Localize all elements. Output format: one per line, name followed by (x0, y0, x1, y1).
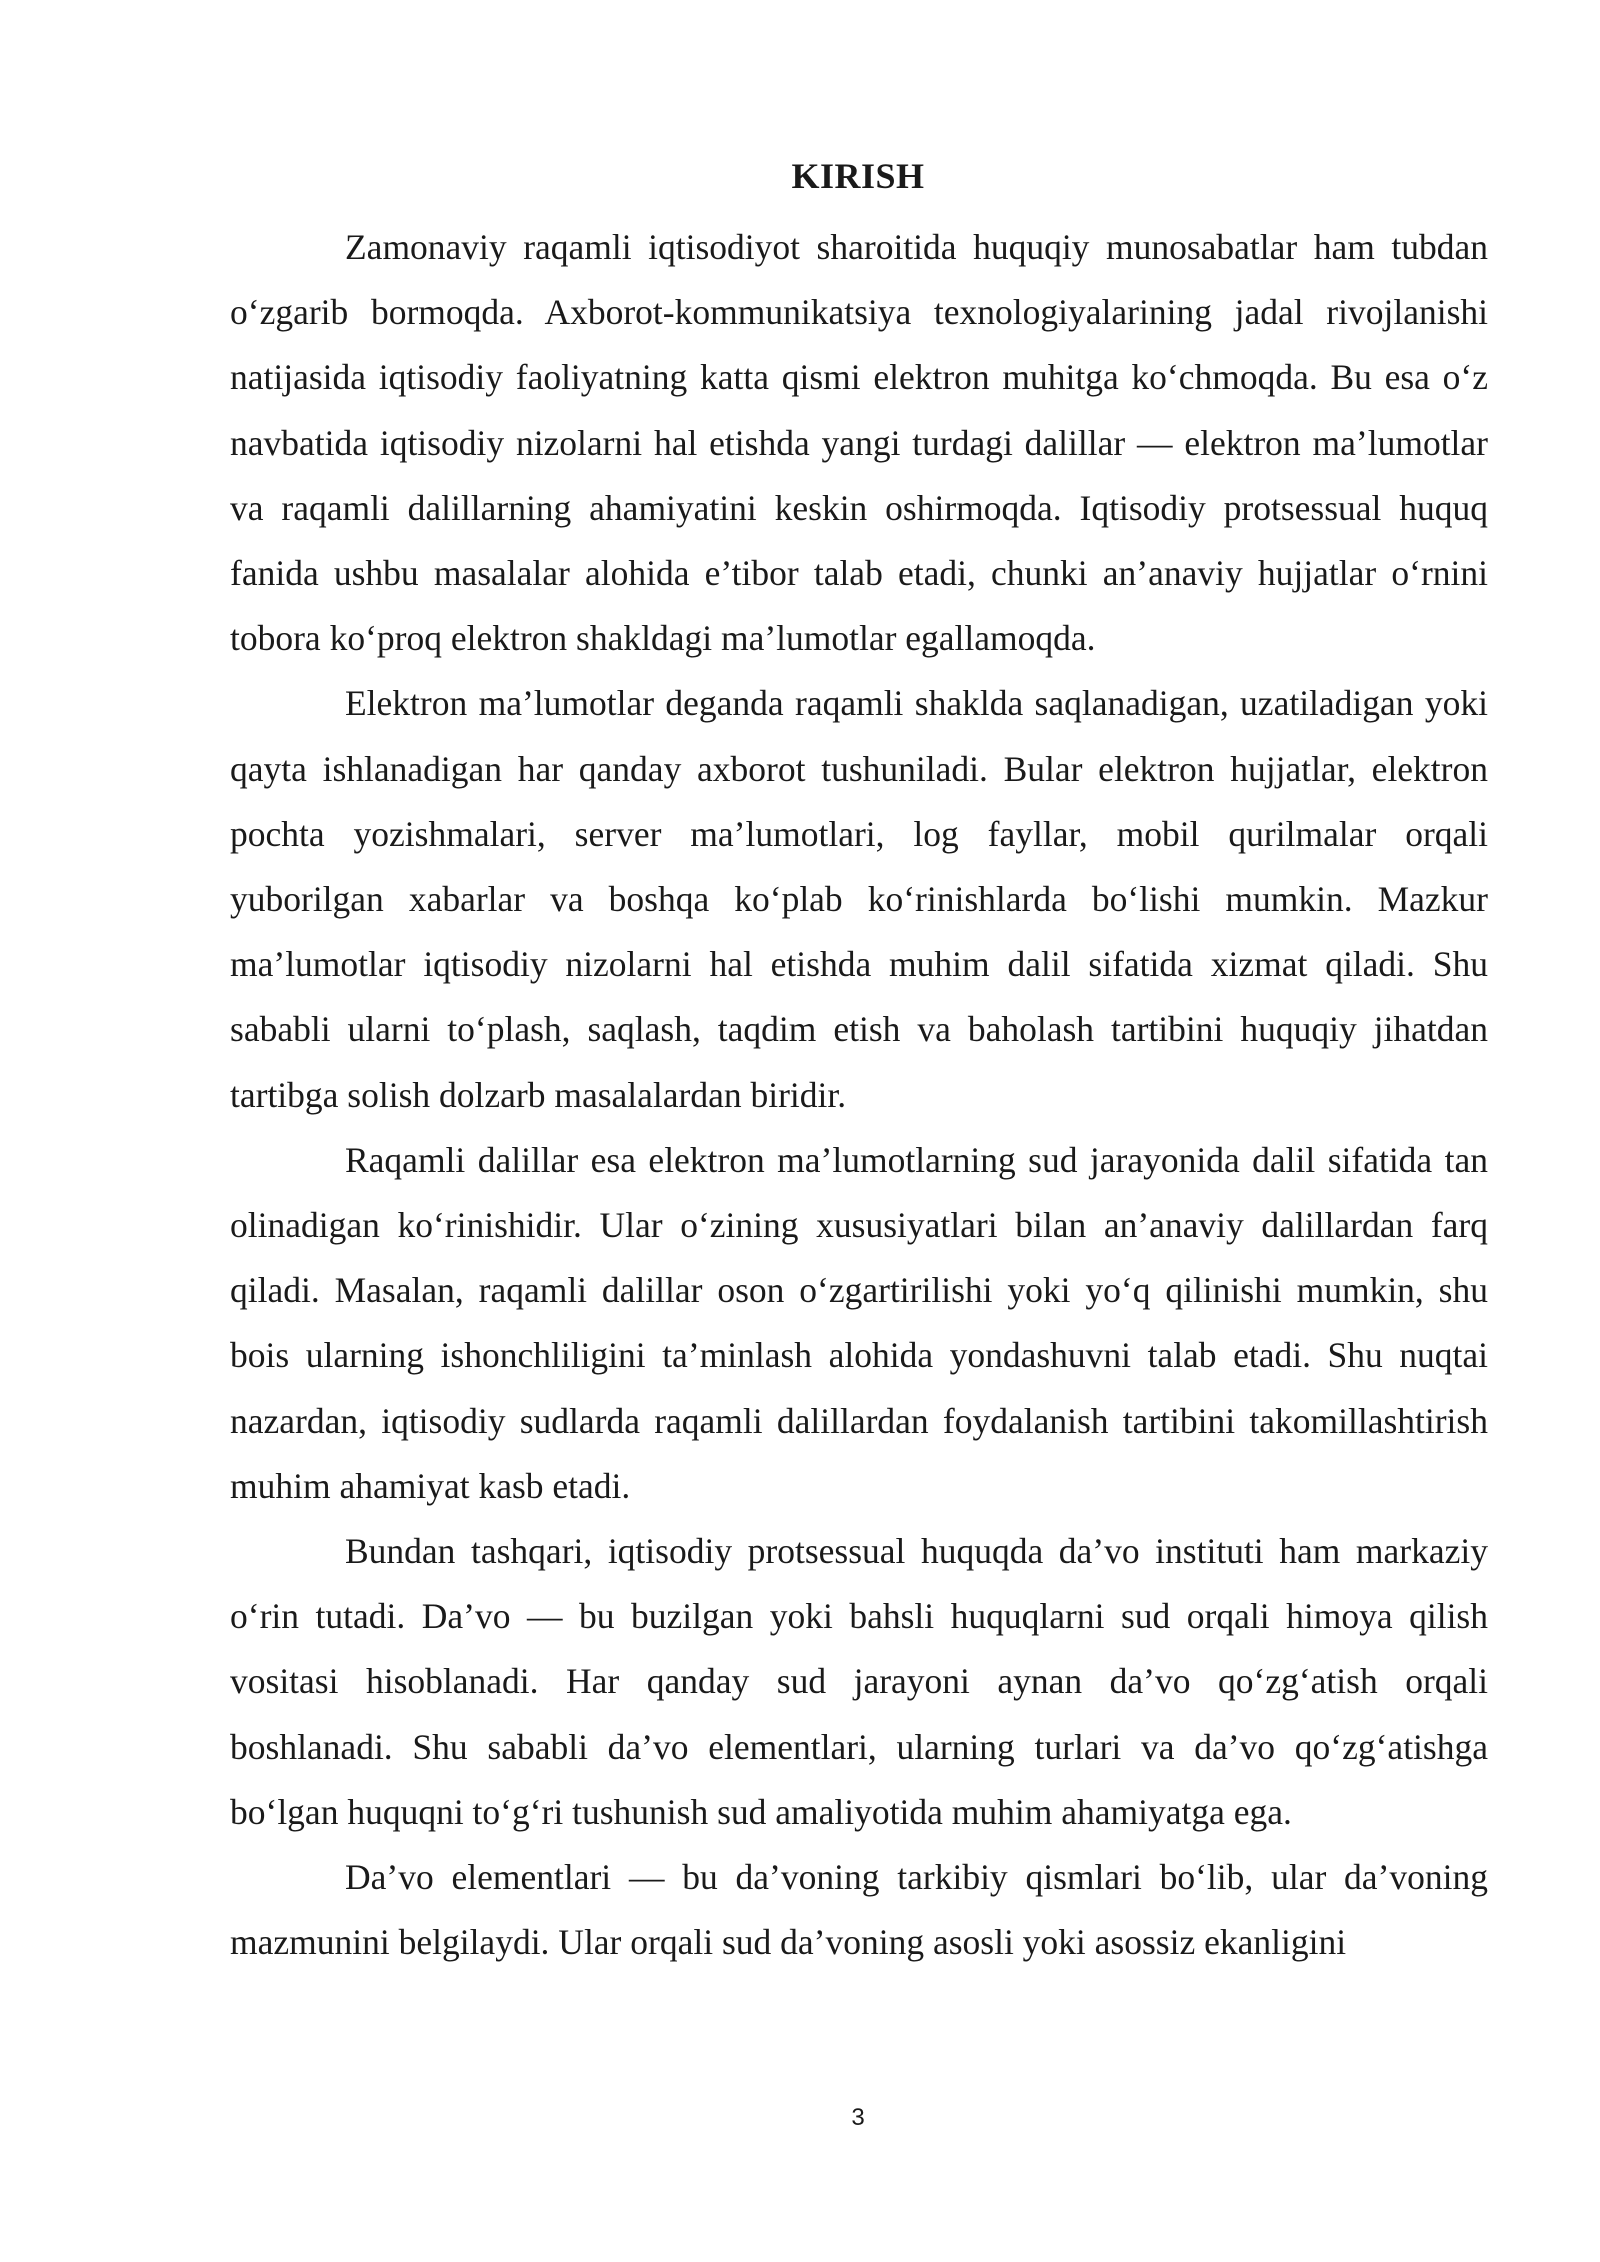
paragraph: Elektron ma’lumotlar deganda raqamli shaklda saqlanadigan, uzatiladigan yoki qayta ishlanadigan har qanday axborot tushuniladi. Bular elektron hujjatlar, elektron pochta yozishmalari, server ma’lumotlari, log fayllar, mobil qurilmalar orqali yuborilgan xabarlar va boshqa ko‘plab ko‘rinishlarda bo‘lishi mumkin. Mazkur ma’lumotlar iqtisodiy nizolarni hal etishda muhim dalil sifatida xizmat qiladi. Shu sababli ularni to‘plash, saqlash, taqdim etish va baholash tartibini huquqiy jihatdan tartibga solish dolzarb masalalardan biridir. (230, 683, 1488, 1115)
page-number: 3 (851, 2104, 865, 2131)
paragraph: Bundan tashqari, iqtisodiy protsessual huquqda da’vo instituti ham markaziy o‘rin tutadi. Da’vo — bu buzilgan yoki bahsli huquqlarni sud orqali himoya qilish vositasi hisoblanadi. Har qanday sud jarayoni aynan da’vo qo‘zg‘atish orqali boshlanadi. Shu sababli da’vo elementlari, ularning turlari va da’vo qo‘zg‘atishga bo‘lgan huquqni to‘g‘ri tushunish sud amaliyotida muhim ahamiyatga ega. (230, 1531, 1488, 1832)
paragraph: Da’vo elementlari — bu da’voning tarkibiy qismlari bo‘lib, ular da’voning mazmunini belgilaydi. Ular orqali sud da’voning asosli yoki asossiz ekanligini (230, 1857, 1488, 1963)
section-heading: KIRISH (791, 156, 925, 196)
paragraph: Raqamli dalillar esa elektron ma’lumotlarning sud jarayonida dalil sifatida tan olinadigan ko‘rinishidir. Ular o‘zining xususiyatlari bilan an’anaviy dalillardan farq qiladi. Masalan, raqamli dalillar oson o‘zgartirilishi yoki yo‘q qilinishi mumkin, shu bois ularning ishonchliligini ta’minlash alohida yondashuvni talab etadi. Shu nuqtai nazardan, iqtisodiy sudlarda raqamli dalillardan foydalanish tartibini takomillashtirish muhim ahamiyat kasb etadi. (230, 1139, 1488, 1506)
paragraph: Zamonaviy raqamli iqtisodiyot sharoitida huquqiy munosabatlar ham tubdan o‘zgarib bormoqda. Axborot-kommunikatsiya texnologiyalarining jadal rivojlanishi natijasida iqtisodiy faoliyatning katta qismi elektron muhitga ko‘chmoqda. Bu esa o‘z navbatida iqtisodiy nizolarni hal etishda yangi turdagi dalillar — elektron ma’lumotlar va raqamli dalillarning ahamiyatini keskin oshirmoqda. Iqtisodiy protsessual huquq fanida ushbu masalalar alohida e’tibor talab etadi, chunki an’anaviy hujjatlar o‘rnini tobora ko‘proq elektron shakldagi ma’lumotlar egallamoqda. (230, 227, 1488, 659)
body-text (230, 215, 1488, 1975)
